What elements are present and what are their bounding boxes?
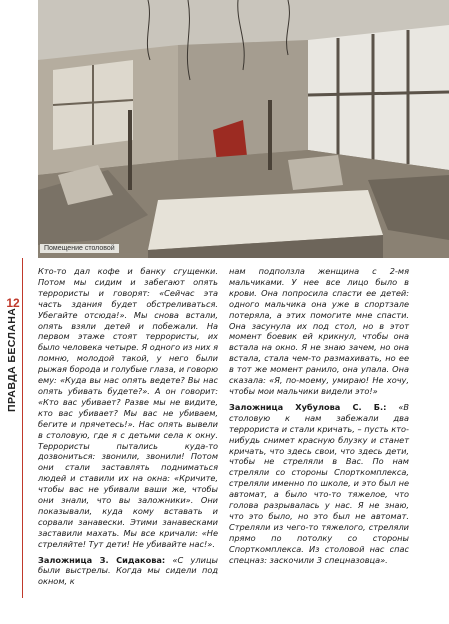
destroyed-canteen-photo — [38, 0, 449, 258]
running-title: ПРАВДА БЕСЛАНА — [6, 307, 18, 412]
speaker-name: Заложница Хубулова С. Б.: — [229, 401, 387, 412]
paragraph — [38, 555, 218, 588]
paragraph: Кто-то дал кофе и банку сгущенки. Потом мы сидим и забегают опять террористы и говорят: «Сейчас эта часть здания будет обстреливаться. Убегайте отсюда!». Мы снова встали, опять взяли детей и побежали. На первом этаже стоят террористы, их было человека четыре. Я одного из них я помню, молодой такой, у него были рыжая борода и голубые глаза, и говорю ему: «Куда вы нас опять ведете? Вы нас опять убивать будете?». А он говорит: «Кто вас убивает? Разве мы не видите, кто вас убивает? Мы вас не убиваем, бегите и прячетесь!». Нас опять вывели в столовую, где я с детьми села к окну. Террористы пытались куда-то дозвониться: звонили, звонили! Потом они стали заставлять подниматься людей и ставили их на окна: «Кричите, чтобы вас не убивали ваши же, чтобы они знали, что вы заложники». Они показывали, куда кому вставать и сорвали занавески. Этими занавесками заставили махать. Мы все кричали: «Не стреляйте! Тут дети! Не убивайте нас!». — [38, 266, 219, 549]
paragraph: нам подползла женщина с 2-мя мальчиками. У нее все лицо было в крови. Она попросила спасти ее детей: одного мальчика она уже в спортзале потеряла, а этих помогите мне спасти. Она засунула их под стол, но в этот момент боевик ей крикнул, чтобы она встала на окно. Я не знаю зачем, но она встала, стала чем-то размахивать, но ее в тот же момент ранило, она упала. Она сказала: «Я, по-моему, умираю! Не хочу, чтобы мои мальчики видели это!» — [229, 266, 409, 396]
page-number: 12 — [6, 296, 20, 310]
text-column-right — [229, 266, 409, 565]
quote-text: «С улицы были выстрелы. Когда мы сидели под окном, к — [38, 554, 218, 587]
quote-text: «В столовую к нам забежали два террориста и стали кричать, – пусть кто-нибудь снимет красную блузку и станет кричать, что здесь свои, что здесь дети, чтобы не стреляли в Вас. По нам стреляли со стороны Спорткомплекса, стреляли именно по школе, и это был не автомат, а было что-то тяжелое, что голова разрывалась у нас. Я не знаю, что это было, но это был не автомат. Стреляли из чего-то тяжелого, стреляли прямо по потолку со стороны Спорткомплекса. Из столовой нас спас спецназ: заскочили 3 спецназовца». — [229, 401, 409, 565]
speaker-name: Заложница З. Сидакова: — [38, 554, 166, 565]
sidebar — [0, 0, 30, 624]
photo-caption: Помещение столовой — [40, 244, 119, 253]
text-column-left — [38, 266, 218, 587]
paragraph — [229, 402, 409, 566]
photo-illustration — [38, 0, 449, 258]
